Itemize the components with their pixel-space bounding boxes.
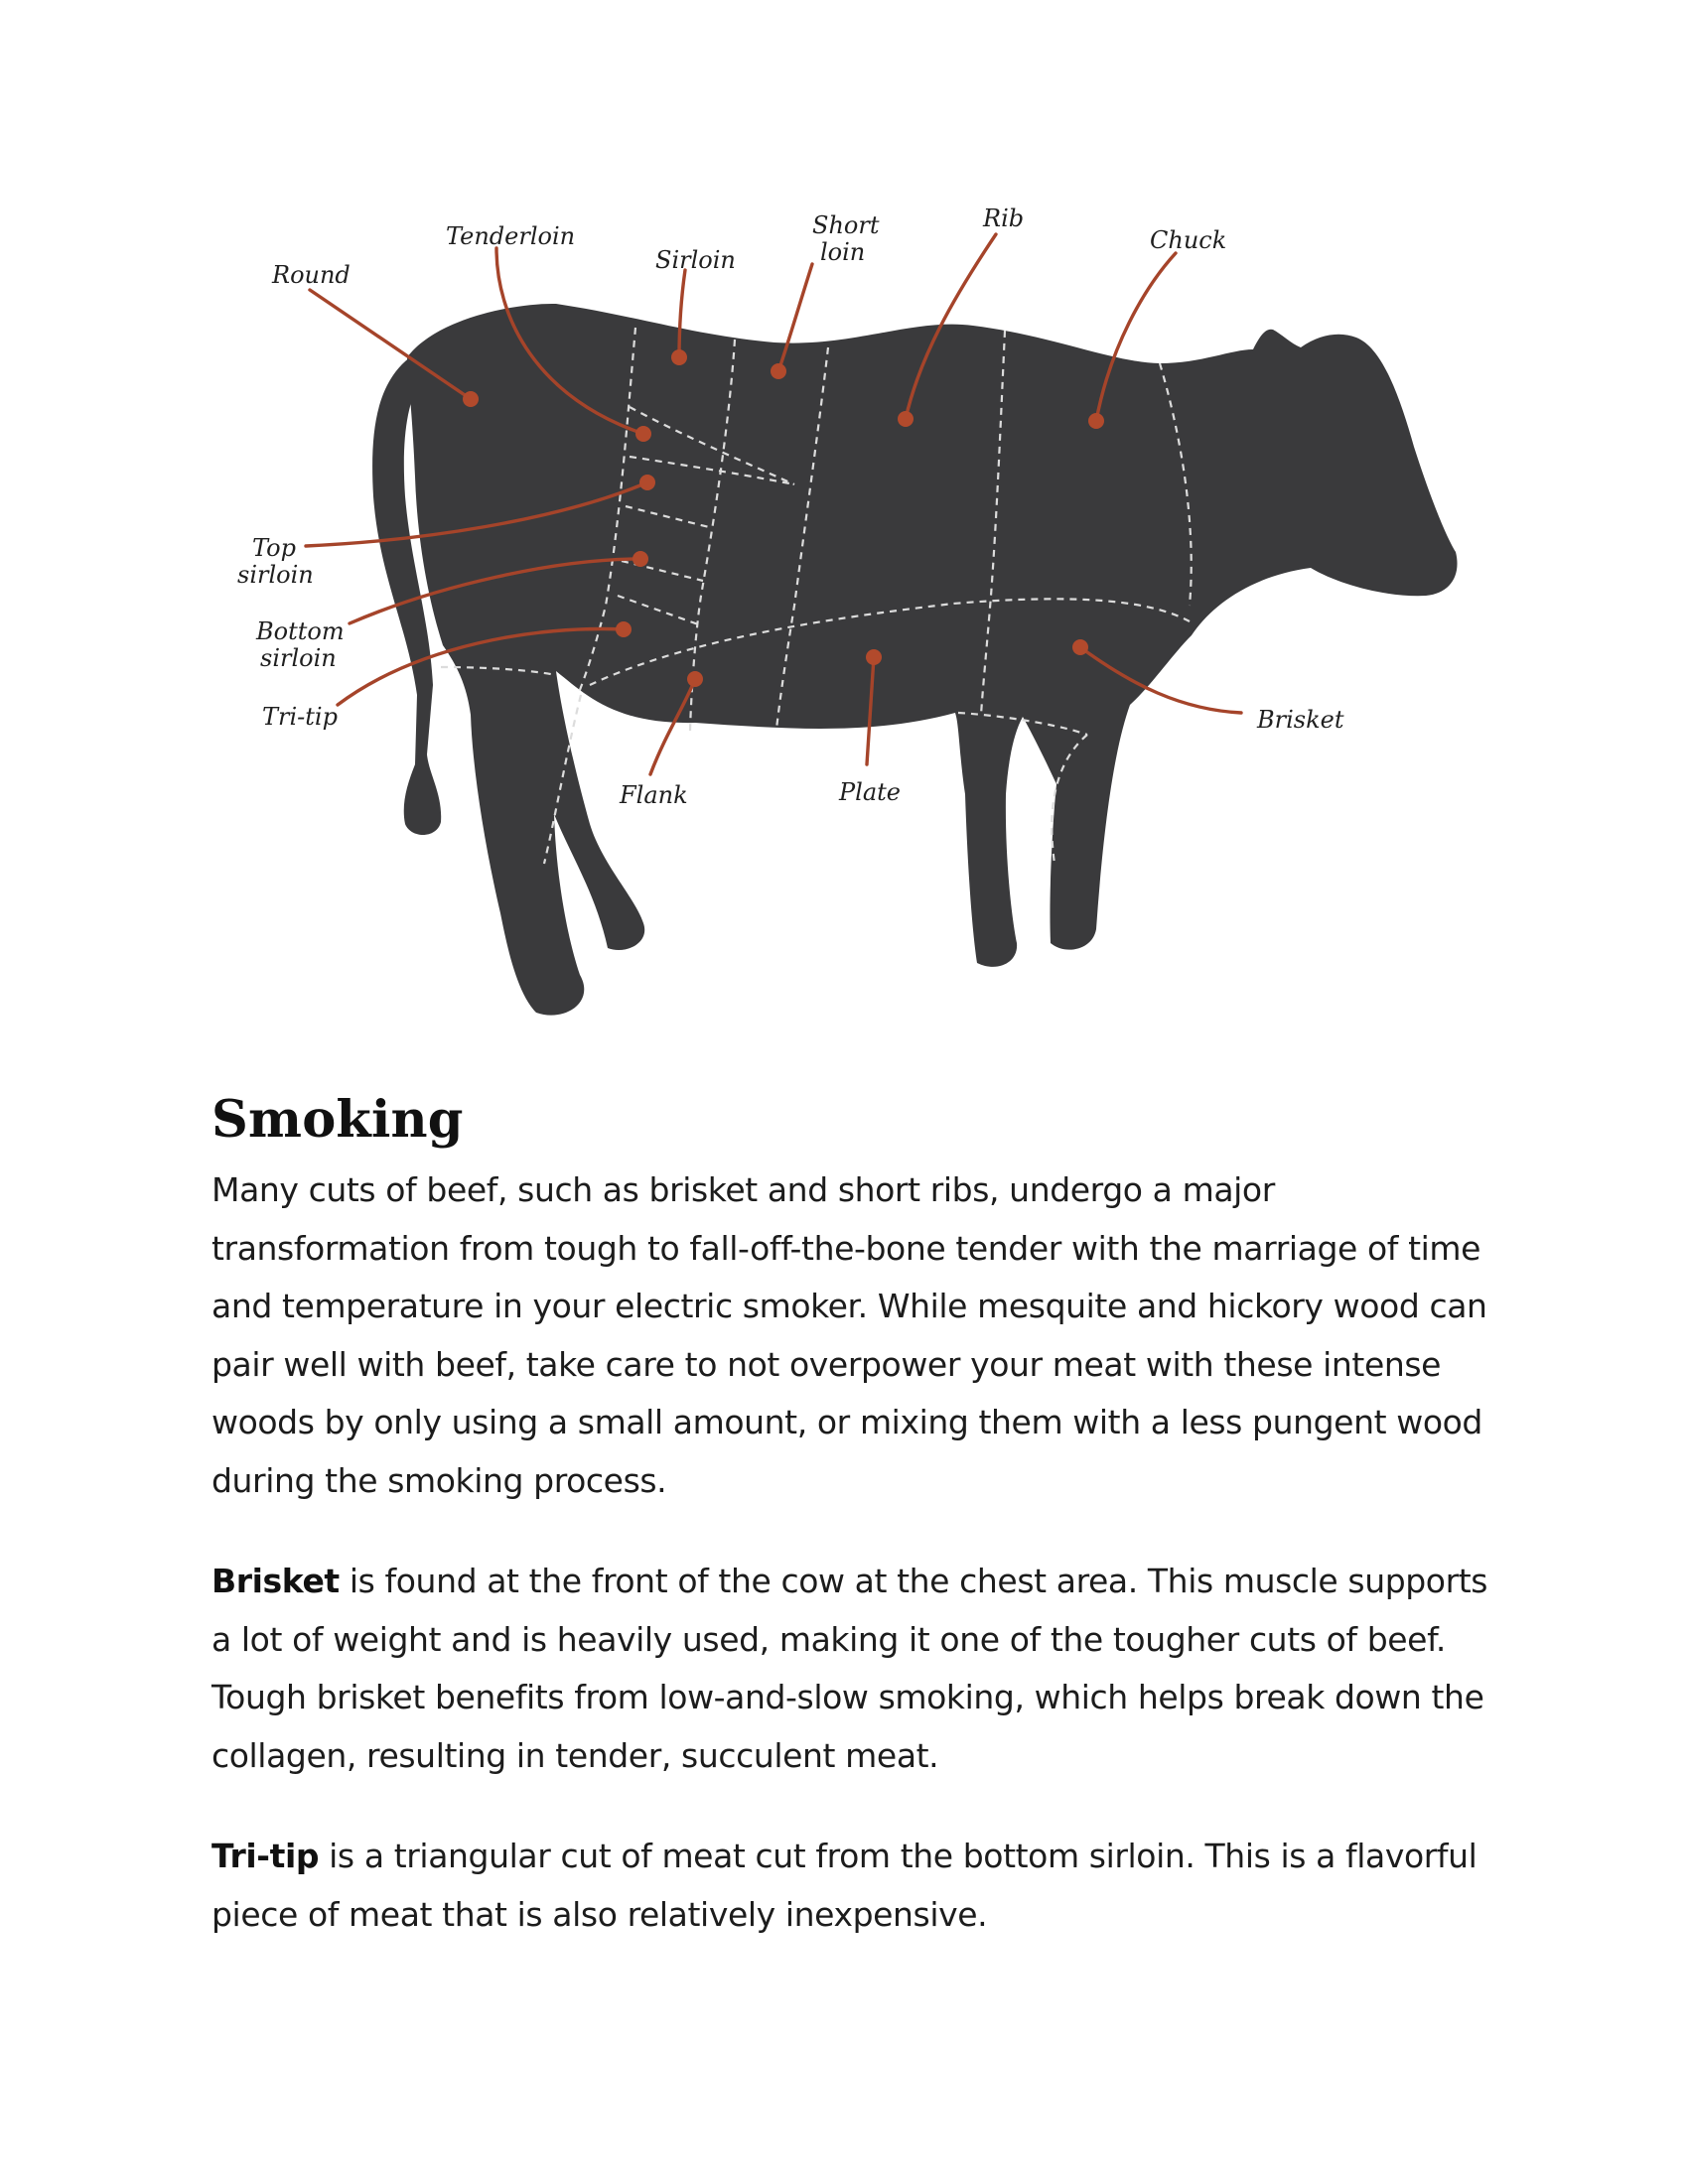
label-tenderloin: Tenderloin	[446, 222, 576, 250]
brisket-term: Brisket	[211, 1562, 340, 1600]
article-body	[211, 1090, 1502, 1944]
marker-plate	[866, 649, 882, 665]
marker-bottom-sirloin	[633, 551, 648, 567]
label-bottom-sirloin-line2: sirloin	[260, 644, 337, 672]
marker-chuck	[1088, 413, 1104, 429]
cow-silhouette	[407, 304, 1458, 1016]
section-heading: Smoking	[211, 1090, 464, 1150]
marker-short-loin	[771, 363, 786, 379]
label-short-loin-line2: loin	[820, 238, 866, 266]
label-bottom-sirloin-line1: Bottom	[256, 617, 345, 645]
label-short-loin-line1: Short	[812, 211, 880, 239]
marker-round	[463, 391, 479, 407]
marker-sirloin	[671, 349, 687, 365]
label-top-sirloin-line1: Top	[252, 534, 296, 562]
beef-cuts-diagram	[0, 0, 1688, 1052]
brisket-paragraph	[211, 1553, 1502, 1785]
marker-flank	[687, 671, 703, 687]
label-flank: Flank	[620, 781, 688, 809]
label-rib: Rib	[983, 205, 1025, 232]
tritip-term: Tri-tip	[211, 1837, 320, 1875]
marker-rib	[898, 411, 914, 427]
label-top-sirloin-line2: sirloin	[237, 561, 314, 589]
label-sirloin: Sirloin	[655, 246, 736, 274]
marker-brisket	[1072, 639, 1088, 655]
label-brisket: Brisket	[1257, 706, 1344, 734]
intro-paragraph: Many cuts of beef, such as brisket and short ribs, undergo a major transformation from tough to fall-off-the-bone tender with the marriage of time and temperature in your electric smoker. While mesquite and hickory wood can pair well with beef, take care to not overpower your meat with these intense woods by only using a small amount, or mixing them with a less pungent wood during the smoking process.	[211, 1170, 1487, 1500]
marker-tri-tip	[616, 621, 632, 637]
brisket-description: is found at the front of the cow at the chest area. This muscle supports a lot of weight and is heavily used, making it one of the tougher cuts of beef. Tough brisket benefits from low-and-slow smoking, which helps break down the collagen, resulting in tender, succulent meat.	[211, 1562, 1488, 1775]
marker-tenderloin	[635, 426, 651, 442]
label-round: Round	[272, 261, 351, 289]
tritip-description: is a triangular cut of meat cut from the bottom sirloin. This is a flavorful piece of meat that is also relatively inexpensive.	[211, 1837, 1477, 1934]
label-chuck: Chuck	[1150, 226, 1227, 254]
marker-top-sirloin	[639, 475, 655, 490]
label-plate: Plate	[839, 778, 901, 806]
label-tri-tip: Tri-tip	[262, 703, 338, 731]
tritip-paragraph	[211, 1828, 1502, 1944]
